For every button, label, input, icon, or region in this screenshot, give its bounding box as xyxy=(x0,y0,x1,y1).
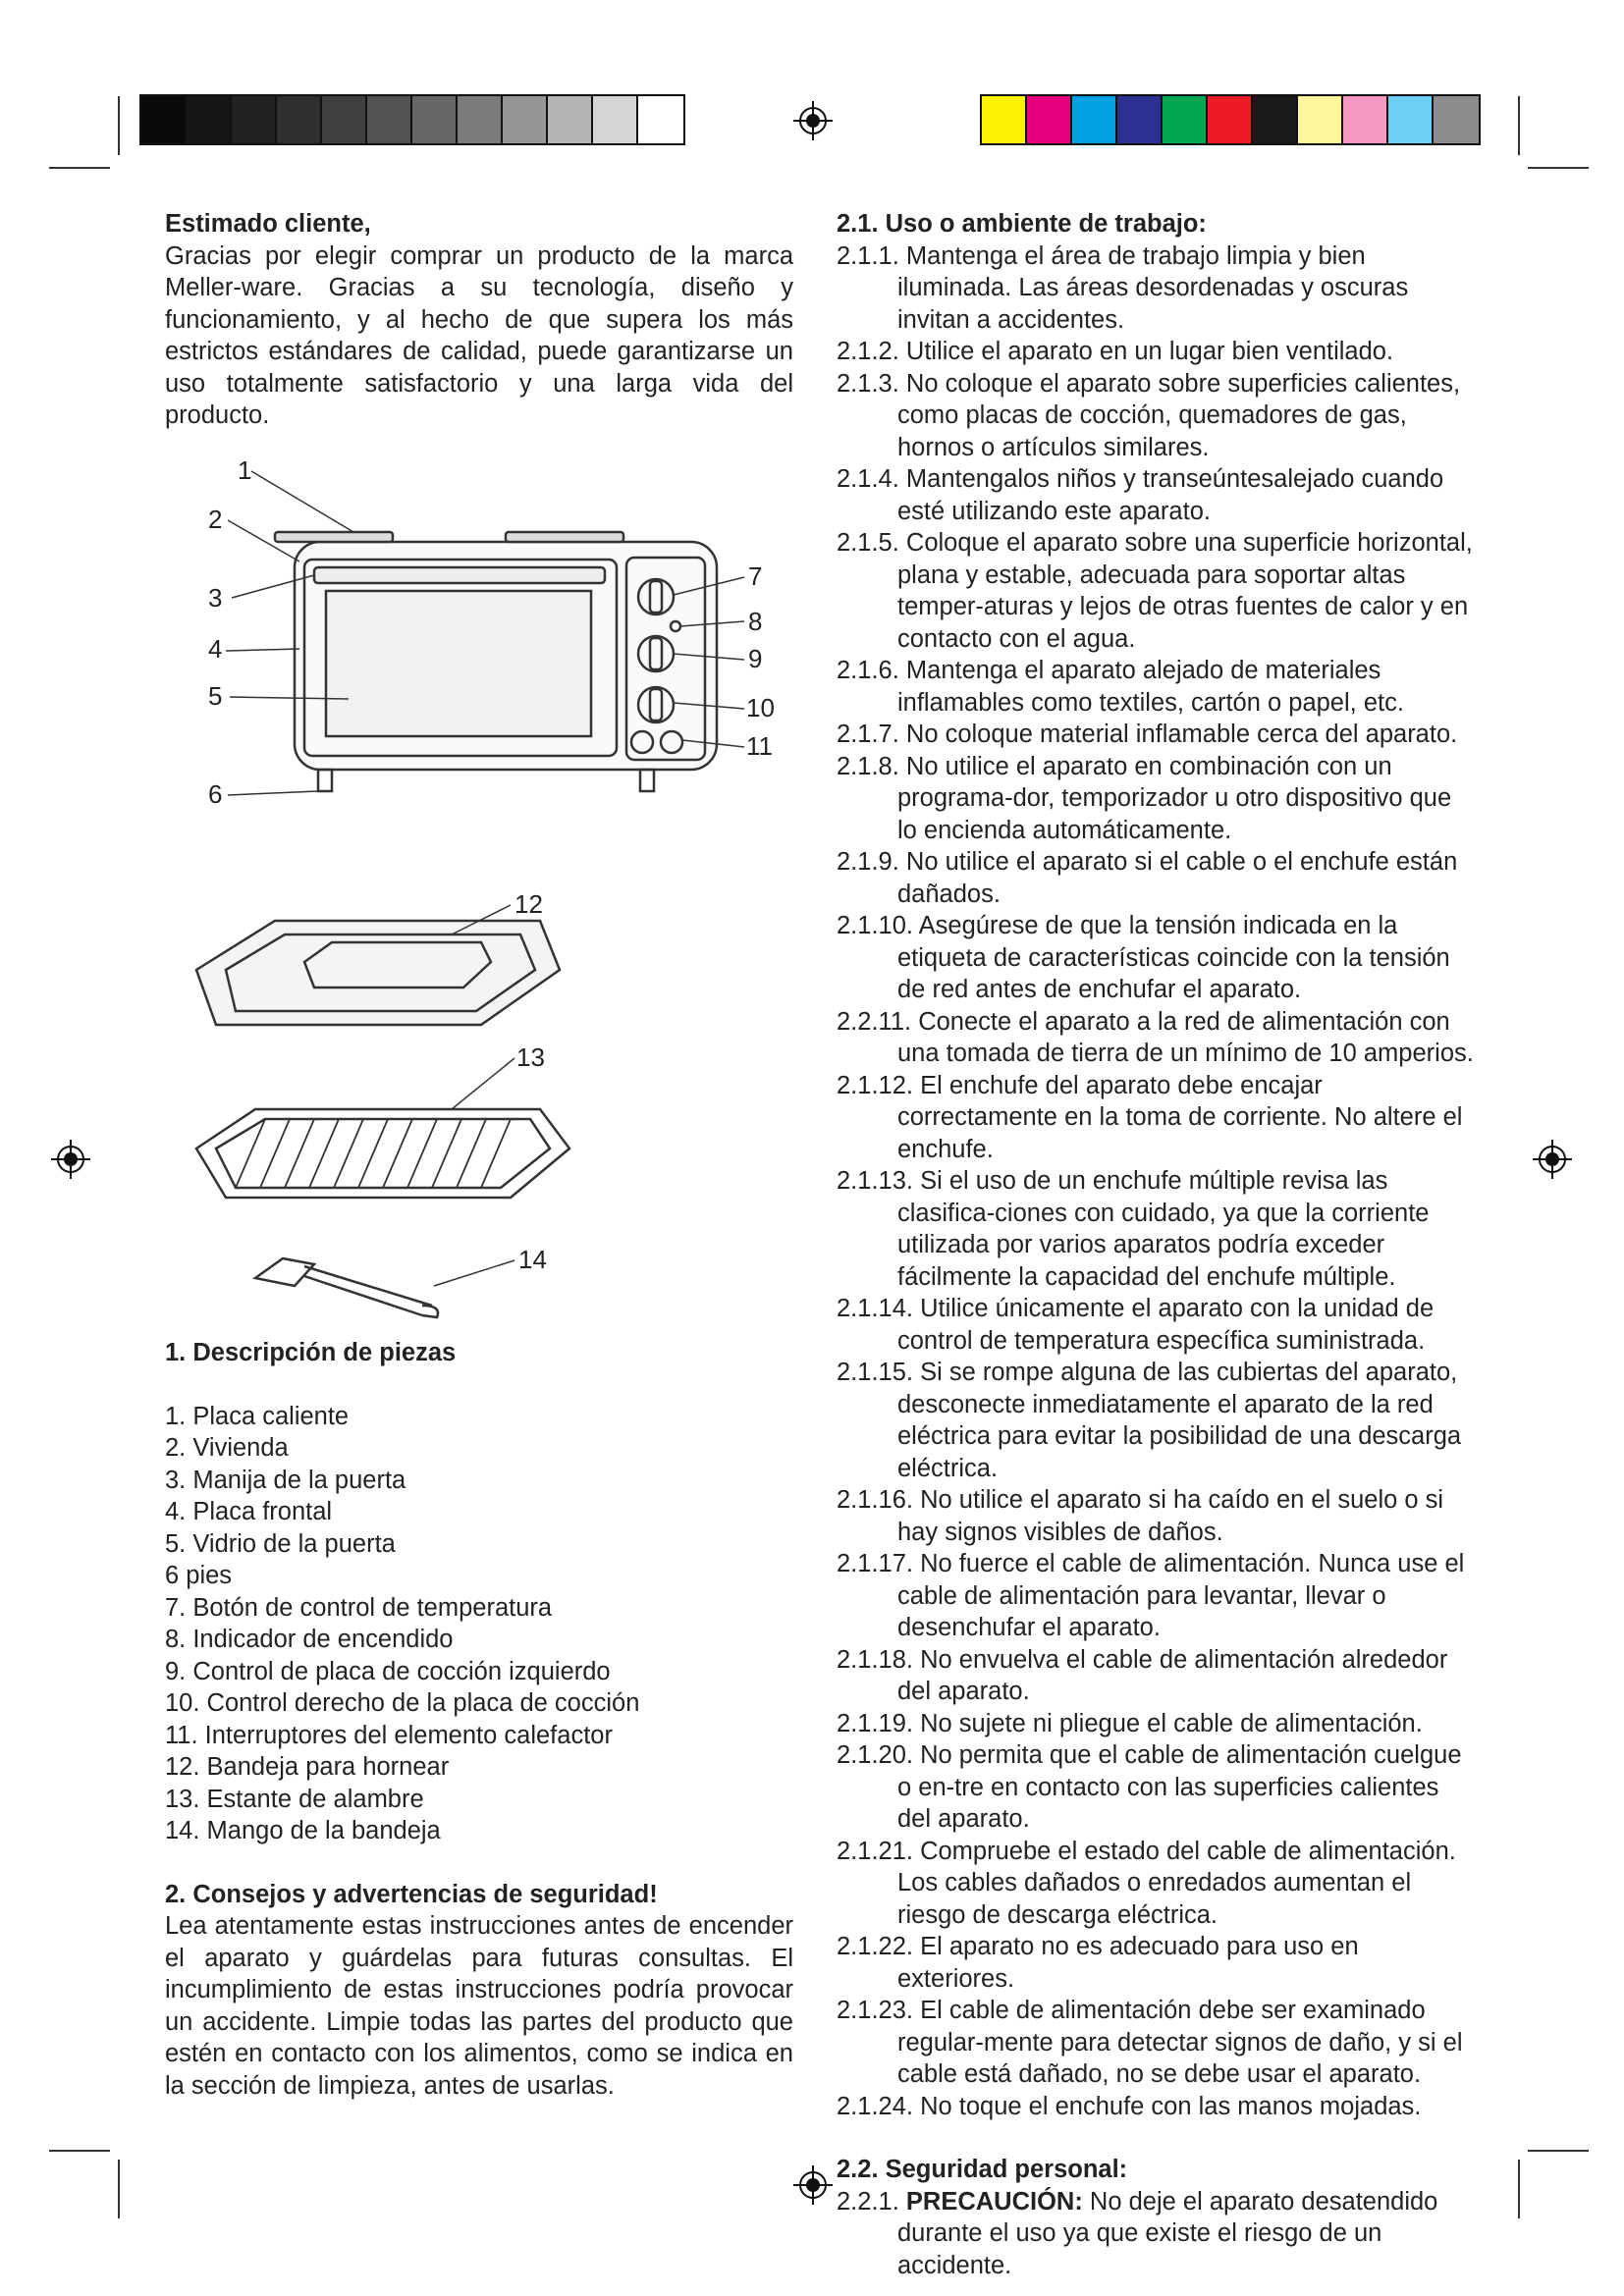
safety-rule xyxy=(837,1995,1475,2091)
callout-3: 3 xyxy=(208,583,223,613)
color-swatch xyxy=(141,96,187,143)
rule-text: No toque el enchufe con las manos mojadas. xyxy=(920,2092,1422,2120)
parts-list-item: 7. Botón de control de temperatura xyxy=(165,1593,553,1622)
safety-rule xyxy=(837,240,1475,337)
safety-rule xyxy=(837,1484,1475,1548)
safety-rule xyxy=(837,463,1475,527)
rule-number: 2.1.5. xyxy=(837,529,899,557)
rule-number: 2.2.11. xyxy=(837,1007,912,1036)
rule-number: 2.1.7. xyxy=(837,721,899,748)
safety-rule xyxy=(837,2091,1475,2123)
color-swatch xyxy=(1343,96,1388,143)
color-swatch xyxy=(503,96,548,143)
rule-number: 2.1.19. xyxy=(837,1709,913,1737)
color-swatch xyxy=(593,96,638,143)
callout-5: 5 xyxy=(208,681,223,711)
color-swatch xyxy=(412,96,458,143)
callout-11: 11 xyxy=(746,731,773,761)
rule-text: Mantengalos niños y transeúntesalejado cuando esté utilizando este aparato. xyxy=(897,465,1444,525)
rule-number: 2.1.12. xyxy=(837,1071,913,1099)
rule-number: 2.1.24. xyxy=(837,2092,913,2120)
rule-text: No deje el aparato desatendido durante el uso ya que existe el riesgo de un accidente. xyxy=(897,2187,1438,2279)
right-column xyxy=(837,208,1475,2281)
rule-number: 2.1.20. xyxy=(837,1741,913,1769)
parts-list-item: 12. Bandeja para hornear xyxy=(165,1753,450,1781)
color-swatch xyxy=(638,96,683,143)
rule-text: Utilice únicamente el aparato con la unidad de control de temperatura específica suministrada. xyxy=(897,1295,1435,1355)
safety-rule xyxy=(837,527,1475,655)
spacer xyxy=(165,1369,793,1401)
safety-rule xyxy=(837,1165,1475,1293)
color-swatch xyxy=(1117,96,1163,143)
parts-list-item: 1. Placa caliente xyxy=(165,1402,350,1430)
color-swatch xyxy=(187,96,232,143)
safety-rule xyxy=(837,655,1475,719)
parts-list-item: 4. Placa frontal xyxy=(165,1498,333,1525)
parts-list xyxy=(165,1401,793,1847)
rule-number: 2.1.15. xyxy=(837,1359,913,1386)
color-swatch xyxy=(277,96,322,143)
rule-text: No envuelva el cable de alimentación alrededor del aparato. xyxy=(897,1645,1448,1705)
safety-rule xyxy=(837,1548,1475,1644)
grayscale-color-bar xyxy=(139,94,685,145)
color-swatch xyxy=(1072,96,1117,143)
crop-mark-bottom-left-h xyxy=(49,2150,110,2152)
rule-text: Mantenga el aparato alejado de materiales inflamables como textiles, cartón o papel, etc. xyxy=(897,657,1404,717)
safety-rule xyxy=(837,1931,1475,1995)
crop-mark-top-right-h xyxy=(1528,167,1589,169)
safety-rule xyxy=(837,1293,1475,1357)
spacer xyxy=(837,2122,1475,2154)
color-swatch xyxy=(548,96,593,143)
section-2-title: 2. Consejos y advertencias de seguridad! xyxy=(165,1880,658,1908)
callout-9: 9 xyxy=(748,644,763,673)
spacer xyxy=(165,1847,793,1879)
callout-8: 8 xyxy=(748,607,763,636)
section-2-1-title: 2.1. Uso o ambiente de trabajo: xyxy=(837,210,1207,238)
rule-text: Coloque el aparato sobre una superficie horizontal, plana y estable, adecuada para soportar altas temper-aturas y lejos de otras fuentes de calor y en contacto con el agua. xyxy=(897,529,1473,653)
color-swatch xyxy=(458,96,503,143)
rule-text: No coloque el aparato sobre superficies calientes, como placas de cocción, quemadores de gas, hornos o artículos similares. xyxy=(897,369,1461,461)
parts-list-item: 6 pies xyxy=(165,1562,233,1589)
rule-number: 2.1.17. xyxy=(837,1550,913,1577)
rule-number: 2.1.1. xyxy=(837,241,899,270)
rule-text: Asegúrese de que la tensión indicada en la etiqueta de características coincide con la tensión de red antes de enchufar el aparato. xyxy=(897,912,1450,1003)
callout-4: 4 xyxy=(208,634,223,664)
parts-list-item: 9. Control de placa de cocción izquierdo xyxy=(165,1657,611,1685)
registration-mark-icon xyxy=(793,2165,833,2205)
callout-14: 14 xyxy=(518,1245,547,1274)
safety-rules-list xyxy=(837,240,1475,2123)
rule-text: No utilice el aparato si el cable o el enchufe están dañados. xyxy=(897,848,1458,908)
rule-text: No utilice el aparato si ha caído en el suelo o si hay signos visibles de daños. xyxy=(897,1486,1444,1546)
color-swatch xyxy=(322,96,367,143)
rule-text: No permita que el cable de alimentación cuelgue o en-tre en contacto con las superficies calientes del aparato. xyxy=(897,1741,1462,1833)
process-color-bar xyxy=(980,94,1481,145)
parts-list-item: 14. Mango de la bandeja xyxy=(165,1817,441,1844)
crop-mark-top-right-v xyxy=(1518,96,1520,155)
safety-rule xyxy=(837,846,1475,910)
safety-rule xyxy=(837,368,1475,464)
color-swatch xyxy=(1434,96,1479,143)
safety-rule xyxy=(837,1708,1475,1740)
crop-mark-top-left-h xyxy=(49,167,110,169)
color-swatch xyxy=(232,96,277,143)
color-swatch xyxy=(1208,96,1253,143)
rule-number: 2.1.23. xyxy=(837,1997,913,2024)
left-column xyxy=(165,208,793,432)
color-swatch xyxy=(1388,96,1434,143)
color-swatch xyxy=(1298,96,1343,143)
crop-mark-top-left-v xyxy=(118,96,120,155)
parts-list-item: 11. Interruptores del elemento calefactor xyxy=(165,1721,613,1749)
rule-text: Si se rompe alguna de las cubiertas del aparato, desconecte inmediatamente el aparato de la red eléctrica para evitar la posibilidad de una descarga eléctrica. xyxy=(897,1359,1462,1482)
registration-mark-icon xyxy=(793,101,833,140)
rule-number: 2.1.9. xyxy=(837,848,899,876)
rule-text: El aparato no es adecuado para uso en exteriores. xyxy=(897,1933,1359,1993)
rule-number: 2.1.18. xyxy=(837,1645,913,1674)
left-column-lower xyxy=(165,1337,793,2102)
parts-list-item: 2. Vivienda xyxy=(165,1434,289,1462)
precaution-rule xyxy=(837,2186,1475,2282)
rule-number: 2.1.3. xyxy=(837,369,899,398)
callout-13: 13 xyxy=(516,1042,545,1072)
safety-rule xyxy=(837,1006,1475,1070)
rule-number: 2.2.1. xyxy=(837,2187,899,2216)
color-swatch xyxy=(367,96,412,143)
rule-text: Mantenga el área de trabajo limpia y bien iluminada. Las áreas desordenadas y oscuras invitan a accidentes. xyxy=(897,241,1409,334)
parts-list-item: 8. Indicador de encendido xyxy=(165,1626,454,1653)
callout-1: 1 xyxy=(238,455,252,485)
color-swatch xyxy=(1027,96,1072,143)
greeting: Estimado cliente, xyxy=(165,210,371,238)
intro-paragraph: Gracias por elegir comprar un producto de la marca Meller-ware. Gracias a su tecnología, diseño y funcionamiento, y al hecho de que supera los más estrictos estándares de calidad, puede garantizarse un uso totalmente satisfactorio y una larga vida del producto. xyxy=(165,241,793,429)
parts-list-item: 10. Control derecho de la placa de cocción xyxy=(165,1689,640,1717)
rule-text: El enchufe del aparato debe encajar correctamente en la toma de corriente. No altere el enchufe. xyxy=(897,1071,1463,1163)
rule-text: No coloque material inflamable cerca del aparato. xyxy=(905,721,1458,748)
callout-6: 6 xyxy=(208,779,223,809)
safety-rule xyxy=(837,1739,1475,1836)
rule-text: Utilice el aparato en un lugar bien ventilado. xyxy=(905,338,1394,365)
crop-mark-bottom-left-v xyxy=(118,2160,120,2218)
rule-number: 2.1.6. xyxy=(837,657,899,684)
section-2-2-title: 2.2. Seguridad personal: xyxy=(837,2156,1128,2183)
rule-text: El cable de alimentación debe ser examinado regular-mente para detectar signos de daño, y si el cable está dañado, no se debe usar el aparato. xyxy=(897,1997,1463,2088)
rule-text: Compruebe el estado del cable de alimentación. Los cables dañados o enredados aumentan el riesgo de descarga eléctrica. xyxy=(897,1837,1456,1929)
oven-parts-illustration xyxy=(157,442,825,1325)
safety-rule xyxy=(837,910,1475,1006)
rule-number: 2.1.22. xyxy=(837,1933,913,1960)
rule-number: 2.1.2. xyxy=(837,338,899,365)
callout-10: 10 xyxy=(746,693,775,722)
rule-text: No sujete ni pliegue el cable de alimentación. xyxy=(920,1709,1423,1737)
safety-rule xyxy=(837,751,1475,847)
rule-number: 2.1.4. xyxy=(837,465,899,493)
registration-mark-icon xyxy=(1533,1140,1572,1179)
rule-number: 2.1.8. xyxy=(837,752,899,780)
rule-number: 2.1.13. xyxy=(837,1167,913,1195)
safety-rule xyxy=(837,1836,1475,1932)
section-2-paragraph: Lea atentamente estas instrucciones antes de encender el aparato y guárdelas para futuras consultas. El incumplimiento de estas instrucciones podría provocar un accidente. Limpie todas las partes del producto que estén en contacto con los alimentos, como se indica en la sección de limpieza, antes de usarlas. xyxy=(165,1912,793,2100)
rule-text: No utilice el aparato en combinación con un programa-dor, temporizador u otro dispositivo que lo encienda automáticamente. xyxy=(897,752,1452,844)
section-1-title: 1. Descripción de piezas xyxy=(165,1339,457,1366)
parts-list-item: 3. Manija de la puerta xyxy=(165,1466,406,1494)
safety-rule xyxy=(837,1644,1475,1708)
rule-text: Conecte el aparato a la red de alimentación con una tomada de tierra de un mínimo de 10 amperios. xyxy=(897,1007,1474,1067)
safety-rule xyxy=(837,336,1475,368)
color-swatch xyxy=(982,96,1027,143)
callout-7: 7 xyxy=(748,561,763,591)
crop-mark-bottom-right-h xyxy=(1528,2150,1589,2152)
color-swatch xyxy=(1163,96,1208,143)
safety-rule xyxy=(837,1070,1475,1166)
parts-list-item: 5. Vidrio de la puerta xyxy=(165,1529,396,1558)
callout-2: 2 xyxy=(208,505,223,534)
rule-text: No fuerce el cable de alimentación. Nunca use el cable de alimentación para levantar, llevar o desenchufar el aparato. xyxy=(897,1550,1465,1641)
color-swatch xyxy=(1253,96,1298,143)
rule-number: 2.1.10. xyxy=(837,912,913,939)
precaution-label: PRECAUCIÓN: xyxy=(905,2187,1083,2216)
registration-mark-icon xyxy=(51,1140,90,1179)
rule-number: 2.1.14. xyxy=(837,1295,913,1322)
safety-rule xyxy=(837,719,1475,751)
rule-text: Si el uso de un enchufe múltiple revisa las clasifica-ciones con cuidado, ya que la corriente utilizada por varios aparatos podría exceder fácilmente la capacidad del enchufe múltiple. xyxy=(897,1167,1430,1291)
callout-12: 12 xyxy=(514,889,543,919)
rule-number: 2.1.21. xyxy=(837,1837,913,1865)
rule-number: 2.1.16. xyxy=(837,1486,913,1514)
safety-rule xyxy=(837,1357,1475,1484)
crop-mark-bottom-right-v xyxy=(1518,2160,1520,2218)
parts-list-item: 13. Estante de alambre xyxy=(165,1785,424,1813)
